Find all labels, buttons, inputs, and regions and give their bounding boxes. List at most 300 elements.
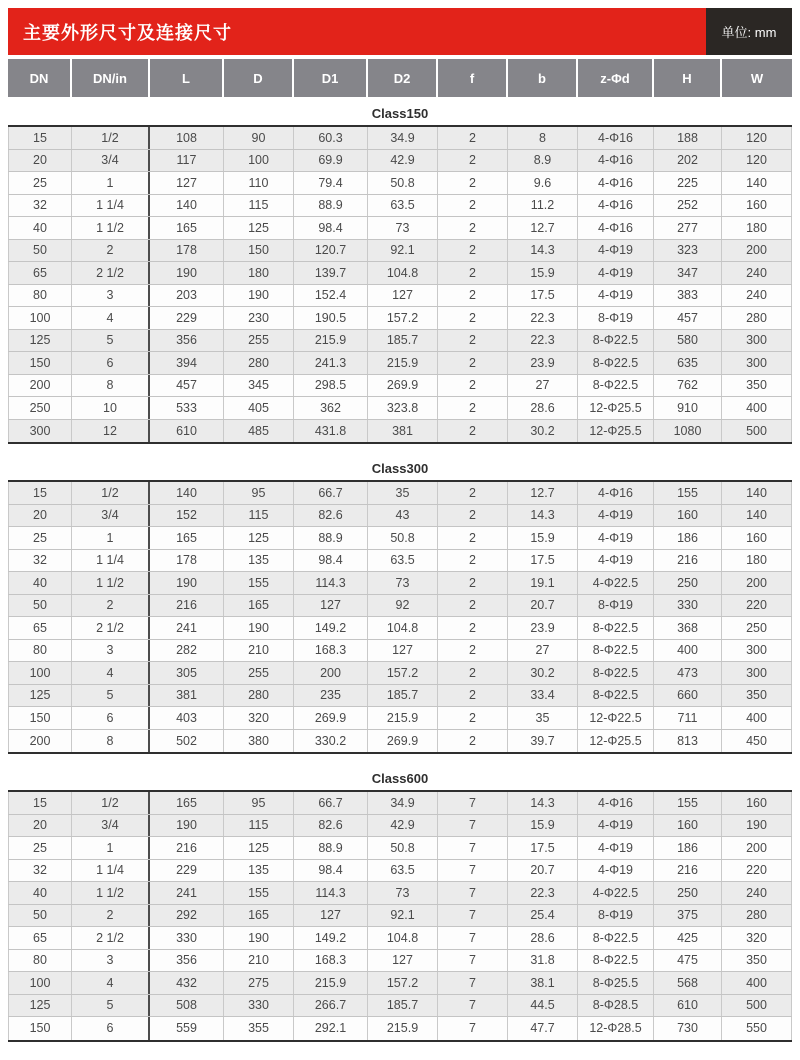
table-cell: 475	[654, 950, 722, 972]
table-cell: 95	[224, 482, 294, 504]
table-cell: 8.9	[508, 150, 578, 172]
table-cell: 4-Φ19	[578, 527, 654, 549]
table-cell: 155	[654, 482, 722, 504]
table-cell: 100	[8, 307, 72, 329]
table-cell: 1 1/4	[72, 550, 150, 572]
table-cell: 40	[8, 572, 72, 594]
table-cell: 1	[72, 837, 150, 859]
section-label: Class300	[371, 461, 429, 476]
table-cell: 215.9	[368, 707, 438, 729]
table-cell: 178	[150, 550, 224, 572]
table-cell: 22.3	[508, 330, 578, 352]
table-cell: 2	[438, 285, 508, 307]
table-cell: 178	[150, 240, 224, 262]
table-cell: 190	[224, 617, 294, 639]
table-cell: 73	[368, 572, 438, 594]
table-cell: 7	[438, 1017, 508, 1040]
table-cell: 5	[72, 995, 150, 1017]
table-row	[8, 815, 792, 838]
table-cell: 305	[150, 662, 224, 684]
table-cell: 711	[654, 707, 722, 729]
table-cell: 10	[72, 397, 150, 419]
table-cell: 200	[722, 837, 792, 859]
table-cell: 8	[72, 375, 150, 397]
table-cell: 282	[150, 640, 224, 662]
table-cell: 2	[438, 550, 508, 572]
table-cell: 241	[150, 617, 224, 639]
table-cell: 79.4	[294, 172, 368, 194]
table-cell: 127	[368, 640, 438, 662]
table-cell: 160	[654, 815, 722, 837]
table-cell: 160	[654, 505, 722, 527]
table-row	[8, 707, 792, 730]
column-header: L	[150, 59, 224, 97]
table-cell: 8-Φ19	[578, 595, 654, 617]
table-cell: 2	[438, 150, 508, 172]
table-row	[8, 572, 792, 595]
table-cell: 255	[224, 662, 294, 684]
table-row	[8, 550, 792, 573]
table-cell: 200	[8, 375, 72, 397]
table-cell: 127	[368, 950, 438, 972]
table-cell: 180	[722, 550, 792, 572]
table-cell: 2 1/2	[72, 927, 150, 949]
table-row	[8, 397, 792, 420]
table-cell: 457	[150, 375, 224, 397]
table-cell: 2	[438, 262, 508, 284]
table-cell: 323	[654, 240, 722, 262]
table-cell: 95	[224, 792, 294, 814]
table-cell: 473	[654, 662, 722, 684]
table-cell: 202	[654, 150, 722, 172]
table-cell: 157.2	[368, 662, 438, 684]
table-cell: 152	[150, 505, 224, 527]
table-cell: 368	[654, 617, 722, 639]
table-cell: 2	[438, 420, 508, 443]
table-cell: 380	[224, 730, 294, 753]
table-section	[8, 767, 792, 1042]
table-cell: 65	[8, 262, 72, 284]
table-cell: 155	[224, 882, 294, 904]
table-cell: 114.3	[294, 572, 368, 594]
table-cell: 140	[722, 482, 792, 504]
section-body	[8, 790, 792, 1042]
table-cell: 2	[438, 685, 508, 707]
table-cell: 2	[438, 375, 508, 397]
table-cell: 149.2	[294, 927, 368, 949]
table-cell: 19.1	[508, 572, 578, 594]
table-cell: 12-Φ22.5	[578, 707, 654, 729]
table-cell: 4-Φ19	[578, 285, 654, 307]
table-cell: 40	[8, 882, 72, 904]
table-cell: 32	[8, 860, 72, 882]
table-cell: 100	[8, 972, 72, 994]
table-cell: 140	[722, 172, 792, 194]
table-cell: 15	[8, 792, 72, 814]
table-cell: 1 1/2	[72, 217, 150, 239]
table-row	[8, 217, 792, 240]
table-cell: 266.7	[294, 995, 368, 1017]
table-cell: 347	[654, 262, 722, 284]
table-row	[8, 685, 792, 708]
table-cell: 381	[368, 420, 438, 443]
table-cell: 125	[8, 330, 72, 352]
table-cell: 157.2	[368, 972, 438, 994]
table-cell: 31.8	[508, 950, 578, 972]
table-cell: 20	[8, 150, 72, 172]
table-cell: 4-Φ19	[578, 240, 654, 262]
table-cell: 120	[722, 150, 792, 172]
table-cell: 1 1/4	[72, 860, 150, 882]
table-cell: 17.5	[508, 285, 578, 307]
table-cell: 28.6	[508, 397, 578, 419]
table-cell: 457	[654, 307, 722, 329]
table-cell: 157.2	[368, 307, 438, 329]
table-row	[8, 617, 792, 640]
table-cell: 88.9	[294, 527, 368, 549]
table-cell: 155	[654, 792, 722, 814]
table-cell: 762	[654, 375, 722, 397]
table-cell: 20	[8, 815, 72, 837]
table-cell: 215.9	[294, 972, 368, 994]
table-cell: 125	[224, 837, 294, 859]
table-cell: 356	[150, 950, 224, 972]
table-cell: 220	[722, 860, 792, 882]
section-label: Class150	[371, 106, 429, 121]
table-cell: 2	[438, 505, 508, 527]
table-cell: 1080	[654, 420, 722, 443]
table-cell: 66.7	[294, 482, 368, 504]
table-cell: 8-Φ22.5	[578, 375, 654, 397]
table-cell: 30.2	[508, 662, 578, 684]
table-section	[8, 457, 792, 754]
table-cell: 485	[224, 420, 294, 443]
table-row	[8, 505, 792, 528]
table-cell: 15.9	[508, 262, 578, 284]
table-cell: 1 1/4	[72, 195, 150, 217]
table-row	[8, 595, 792, 618]
table-cell: 2	[438, 595, 508, 617]
table-cell: 168.3	[294, 640, 368, 662]
table-cell: 22.3	[508, 307, 578, 329]
column-header: D1	[294, 59, 368, 97]
table-row	[8, 482, 792, 505]
table-cell: 14.3	[508, 792, 578, 814]
table-cell: 50.8	[368, 527, 438, 549]
table-cell: 250	[654, 882, 722, 904]
table-cell: 108	[150, 127, 224, 149]
table-cell: 610	[150, 420, 224, 443]
table-cell: 330	[224, 995, 294, 1017]
table-cell: 11.2	[508, 195, 578, 217]
table-cell: 275	[224, 972, 294, 994]
table-cell: 383	[654, 285, 722, 307]
table-cell: 4-Φ19	[578, 837, 654, 859]
table-cell: 42.9	[368, 815, 438, 837]
table-cell: 200	[722, 572, 792, 594]
table-cell: 533	[150, 397, 224, 419]
table-cell: 280	[722, 905, 792, 927]
table-cell: 280	[224, 685, 294, 707]
table-cell: 7	[438, 815, 508, 837]
table-cell: 216	[654, 550, 722, 572]
table-cell: 813	[654, 730, 722, 753]
table-cell: 2	[438, 330, 508, 352]
table-cell: 160	[722, 195, 792, 217]
table-cell: 15	[8, 127, 72, 149]
table-cell: 4-Φ22.5	[578, 882, 654, 904]
table-cell: 330	[654, 595, 722, 617]
table-cell: 730	[654, 1017, 722, 1040]
table-cell: 300	[722, 352, 792, 374]
table-cell: 23.9	[508, 617, 578, 639]
table-cell: 280	[722, 307, 792, 329]
table-cell: 28.6	[508, 927, 578, 949]
table-cell: 47.7	[508, 1017, 578, 1040]
table-cell: 27	[508, 640, 578, 662]
table-cell: 300	[8, 420, 72, 443]
table-cell: 125	[224, 217, 294, 239]
table-cell: 92.1	[368, 905, 438, 927]
table-cell: 345	[224, 375, 294, 397]
table-cell: 400	[722, 972, 792, 994]
table-cell: 4-Φ16	[578, 792, 654, 814]
table-cell: 4-Φ16	[578, 172, 654, 194]
table-cell: 508	[150, 995, 224, 1017]
table-cell: 65	[8, 927, 72, 949]
table-cell: 8-Φ22.5	[578, 685, 654, 707]
table-cell: 2	[72, 905, 150, 927]
table-cell: 186	[654, 527, 722, 549]
column-header: DN/in	[72, 59, 150, 97]
table-cell: 8-Φ22.5	[578, 927, 654, 949]
page-banner	[8, 8, 792, 55]
table-cell: 8-Φ22.5	[578, 617, 654, 639]
section-body	[8, 125, 792, 444]
table-cell: 3	[72, 640, 150, 662]
table-cell: 180	[722, 217, 792, 239]
table-cell: 125	[8, 685, 72, 707]
table-cell: 210	[224, 950, 294, 972]
table-cell: 298.5	[294, 375, 368, 397]
table-row	[8, 375, 792, 398]
table-cell: 400	[654, 640, 722, 662]
table-cell: 241.3	[294, 352, 368, 374]
table-cell: 502	[150, 730, 224, 753]
table-cell: 180	[224, 262, 294, 284]
table-cell: 500	[722, 995, 792, 1017]
table-row	[8, 950, 792, 973]
table-cell: 150	[224, 240, 294, 262]
table-cell: 8-Φ22.5	[578, 352, 654, 374]
table-cell: 12-Φ25.5	[578, 730, 654, 753]
table-cell: 8-Φ19	[578, 905, 654, 927]
table-cell: 40	[8, 217, 72, 239]
table-row	[8, 882, 792, 905]
table-cell: 269.9	[294, 707, 368, 729]
table-cell: 7	[438, 837, 508, 859]
table-cell: 500	[722, 420, 792, 443]
table-cell: 165	[224, 595, 294, 617]
table-cell: 6	[72, 707, 150, 729]
table-cell: 394	[150, 352, 224, 374]
table-cell: 8	[508, 127, 578, 149]
table-cell: 98.4	[294, 550, 368, 572]
table-cell: 44.5	[508, 995, 578, 1017]
table-cell: 4	[72, 972, 150, 994]
table-cell: 186	[654, 837, 722, 859]
table-cell: 6	[72, 1017, 150, 1040]
table-cell: 20.7	[508, 595, 578, 617]
table-cell: 300	[722, 640, 792, 662]
table-row	[8, 262, 792, 285]
table-cell: 32	[8, 550, 72, 572]
table-cell: 4	[72, 662, 150, 684]
table-cell: 3/4	[72, 505, 150, 527]
table-cell: 82.6	[294, 815, 368, 837]
table-cell: 3/4	[72, 815, 150, 837]
table-cell: 580	[654, 330, 722, 352]
table-cell: 568	[654, 972, 722, 994]
table-row	[8, 195, 792, 218]
table-cell: 2	[438, 172, 508, 194]
table-cell: 220	[722, 595, 792, 617]
page-title: 主要外形尺寸及连接尺寸	[23, 22, 232, 43]
table-cell: 269.9	[368, 375, 438, 397]
table-cell: 350	[722, 950, 792, 972]
table-cell: 185.7	[368, 685, 438, 707]
table-cell: 2	[72, 240, 150, 262]
section-body	[8, 480, 792, 754]
table-cell: 34.9	[368, 127, 438, 149]
table-cell: 660	[654, 685, 722, 707]
table-cell: 63.5	[368, 860, 438, 882]
table-cell: 25	[8, 527, 72, 549]
table-cell: 350	[722, 375, 792, 397]
table-cell: 155	[224, 572, 294, 594]
table-cell: 4-Φ16	[578, 150, 654, 172]
table-cell: 375	[654, 905, 722, 927]
table-cell: 120.7	[294, 240, 368, 262]
table-cell: 190	[224, 927, 294, 949]
table-cell: 104.8	[368, 617, 438, 639]
table-cell: 7	[438, 950, 508, 972]
table-cell: 2 1/2	[72, 262, 150, 284]
table-cell: 150	[8, 1017, 72, 1040]
table-cell: 140	[150, 482, 224, 504]
table-cell: 149.2	[294, 617, 368, 639]
table-cell: 50.8	[368, 172, 438, 194]
table-cell: 4	[72, 307, 150, 329]
table-cell: 185.7	[368, 995, 438, 1017]
table-cell: 23.9	[508, 352, 578, 374]
table-cell: 1	[72, 527, 150, 549]
table-cell: 4-Φ19	[578, 505, 654, 527]
table-cell: 200	[294, 662, 368, 684]
table-cell: 135	[224, 860, 294, 882]
table-cell: 12	[72, 420, 150, 443]
table-cell: 50	[8, 905, 72, 927]
table-cell: 104.8	[368, 927, 438, 949]
table-cell: 14.3	[508, 505, 578, 527]
table-cell: 330	[150, 927, 224, 949]
table-cell: 229	[150, 307, 224, 329]
table-cell: 8-Φ22.5	[578, 330, 654, 352]
table-cell: 165	[224, 905, 294, 927]
table-cell: 92.1	[368, 240, 438, 262]
table-cell: 362	[294, 397, 368, 419]
table-cell: 165	[150, 792, 224, 814]
table-cell: 35	[368, 482, 438, 504]
table-cell: 17.5	[508, 550, 578, 572]
table-cell: 250	[722, 617, 792, 639]
table-cell: 350	[722, 685, 792, 707]
table-cell: 229	[150, 860, 224, 882]
column-header: H	[654, 59, 722, 97]
table-cell: 43	[368, 505, 438, 527]
table-cell: 127	[294, 905, 368, 927]
table-cell: 127	[150, 172, 224, 194]
table-cell: 2	[438, 730, 508, 753]
table-cell: 190	[150, 815, 224, 837]
table-cell: 90	[224, 127, 294, 149]
table-cell: 88.9	[294, 837, 368, 859]
table-cell: 1 1/2	[72, 882, 150, 904]
table-cell: 190	[224, 285, 294, 307]
table-cell: 320	[722, 927, 792, 949]
table-cell: 140	[722, 505, 792, 527]
table-cell: 8-Φ22.5	[578, 640, 654, 662]
table-row	[8, 150, 792, 173]
table-row	[8, 172, 792, 195]
table-cell: 200	[8, 730, 72, 753]
table-row	[8, 330, 792, 353]
table-cell: 255	[224, 330, 294, 352]
table-cell: 73	[368, 882, 438, 904]
table-cell: 15	[8, 482, 72, 504]
table-cell: 188	[654, 127, 722, 149]
table-cell: 165	[150, 527, 224, 549]
table-cell: 114.3	[294, 882, 368, 904]
table-cell: 8-Φ25.5	[578, 972, 654, 994]
table-cell: 2	[438, 617, 508, 639]
table-cell: 635	[654, 352, 722, 374]
table-cell: 203	[150, 285, 224, 307]
table-cell: 7	[438, 927, 508, 949]
table-cell: 160	[722, 527, 792, 549]
table-cell: 2	[438, 640, 508, 662]
table-cell: 425	[654, 927, 722, 949]
table-cell: 42.9	[368, 150, 438, 172]
table-cell: 4-Φ16	[578, 217, 654, 239]
table-cell: 152.4	[294, 285, 368, 307]
table-cell: 135	[224, 550, 294, 572]
table-row	[8, 307, 792, 330]
table-cell: 4-Φ16	[578, 195, 654, 217]
table-cell: 4-Φ19	[578, 815, 654, 837]
table-cell: 1/2	[72, 792, 150, 814]
table-cell: 100	[224, 150, 294, 172]
table-cell: 8-Φ22.5	[578, 662, 654, 684]
table-row	[8, 527, 792, 550]
table-cell: 4-Φ19	[578, 860, 654, 882]
table-cell: 216	[150, 837, 224, 859]
table-cell: 34.9	[368, 792, 438, 814]
table-cell: 73	[368, 217, 438, 239]
table-cell: 4-Φ19	[578, 550, 654, 572]
table-cell: 127	[368, 285, 438, 307]
table-cell: 7	[438, 995, 508, 1017]
